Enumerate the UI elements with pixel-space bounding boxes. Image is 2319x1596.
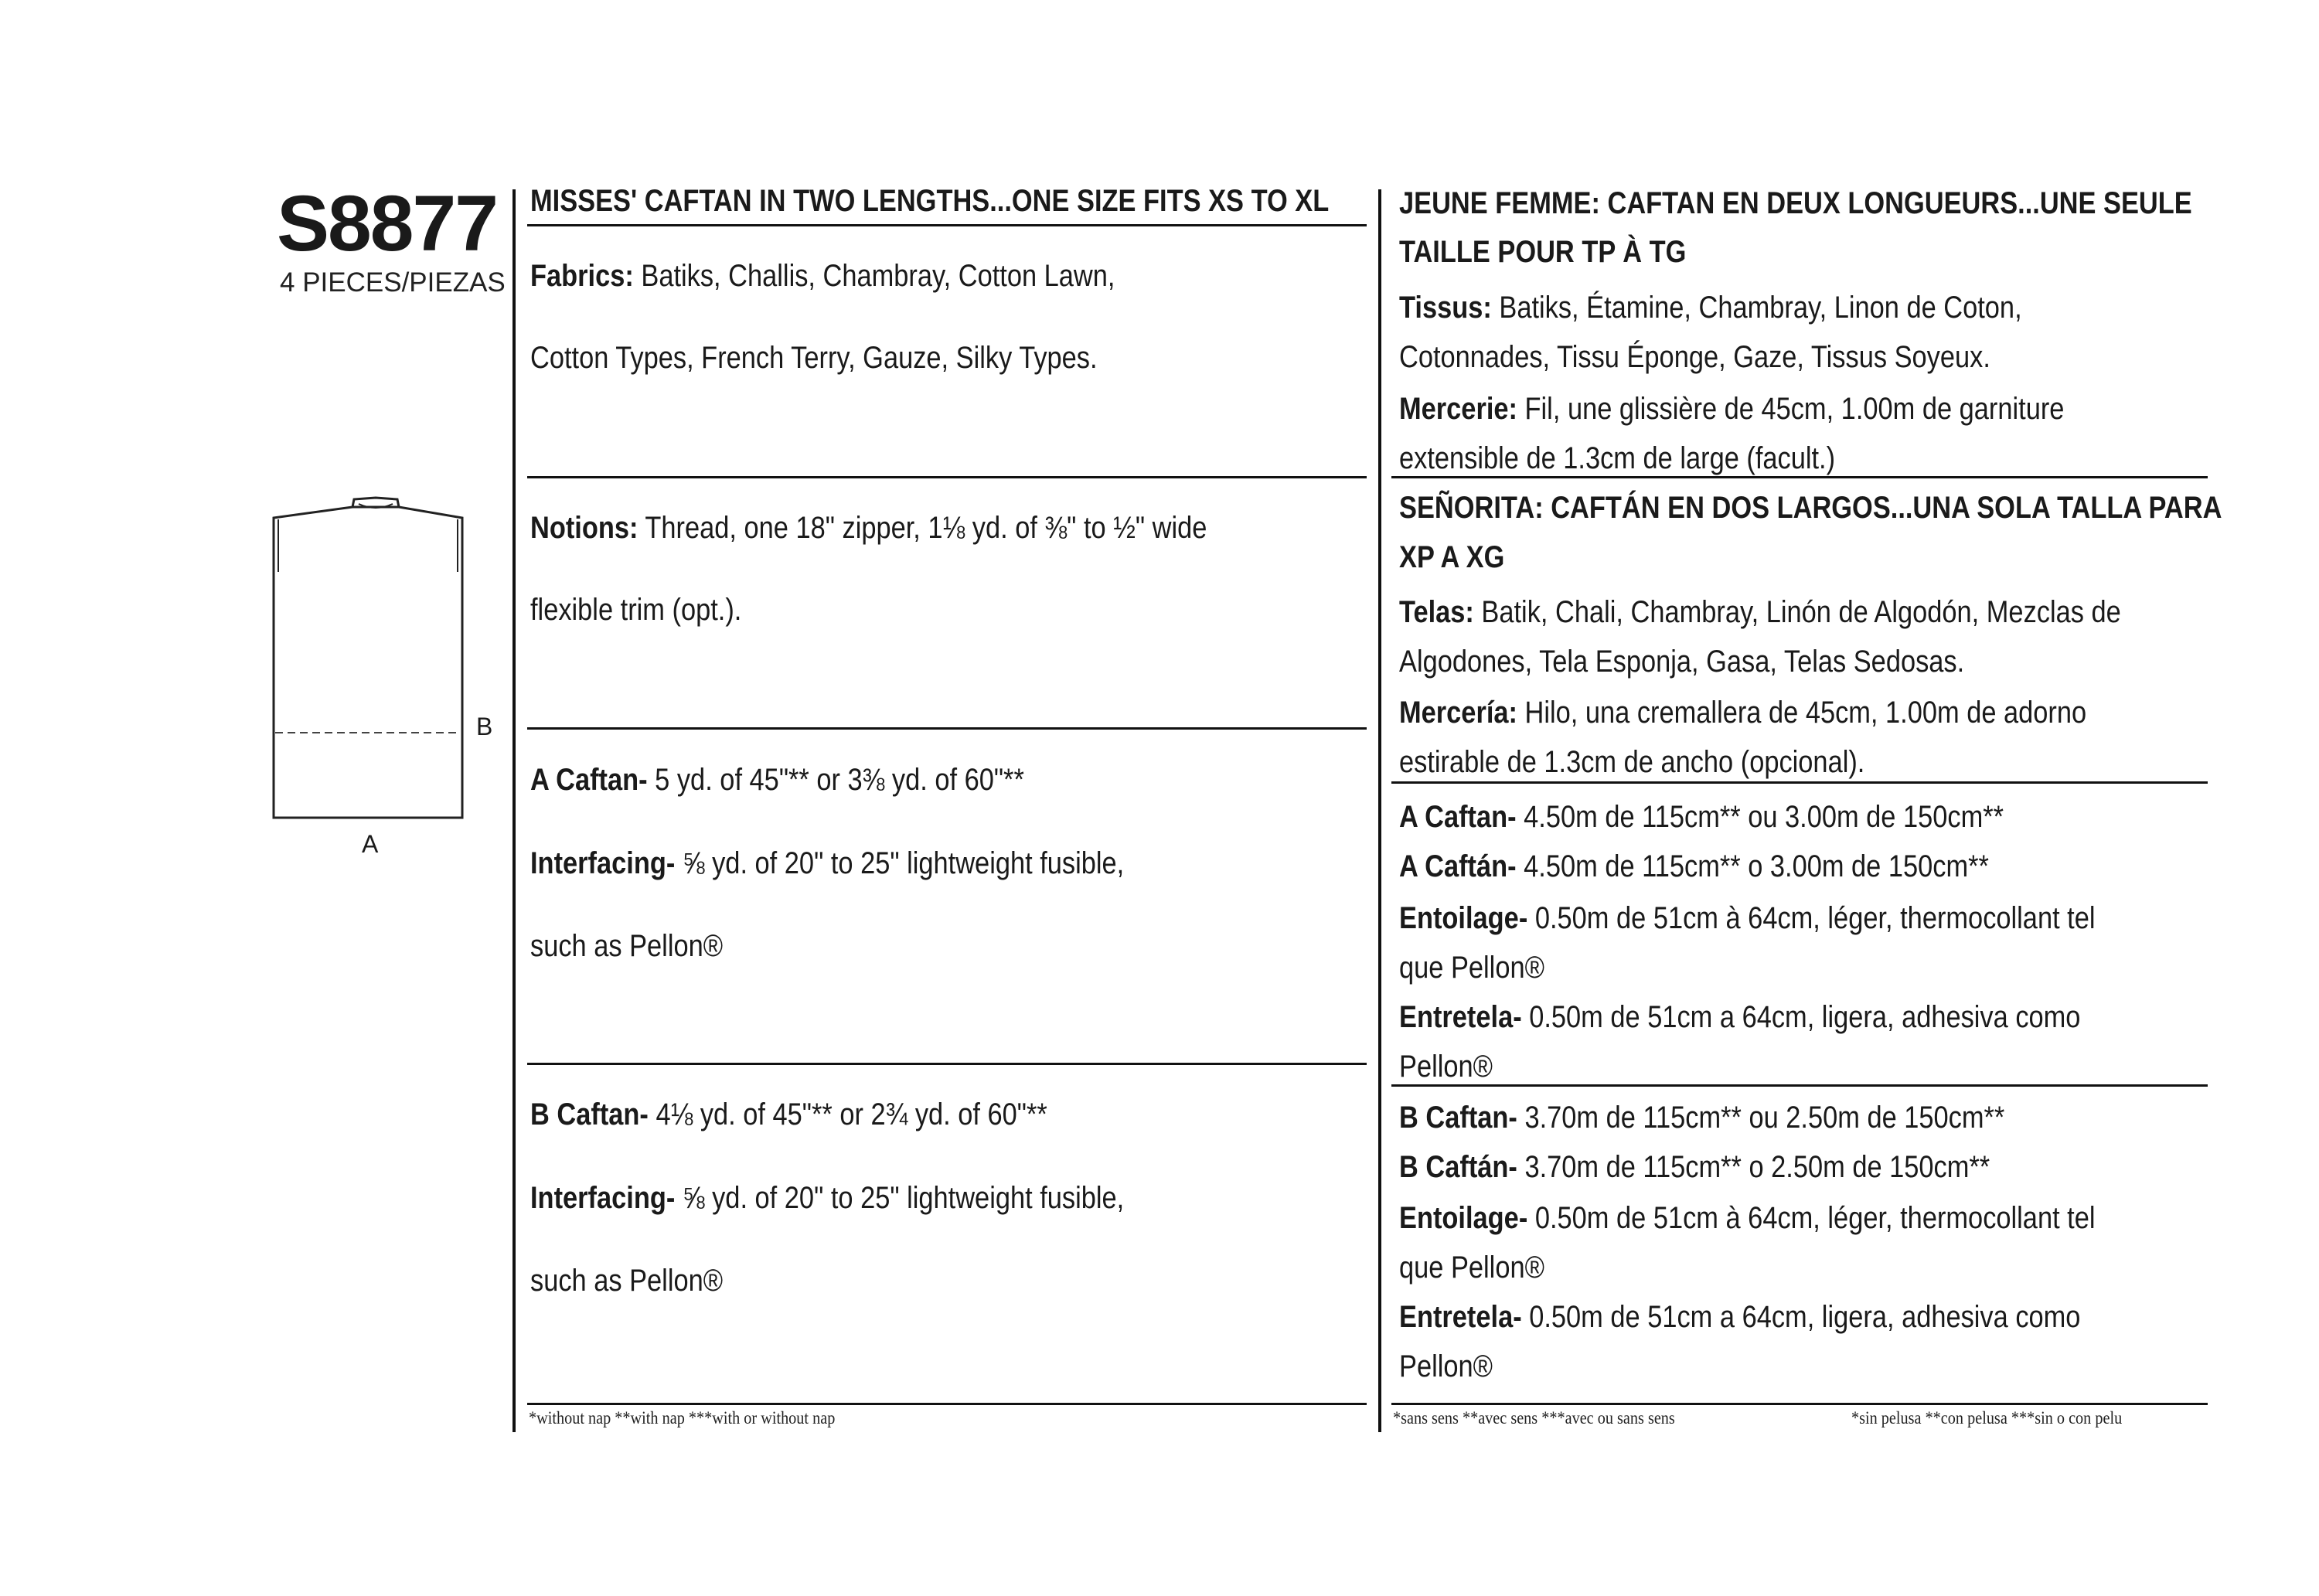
spanish-merceria-cont: estirable de 1.3cm de ancho (opcional).: [1399, 745, 1865, 779]
english-rule-3: [527, 1063, 1367, 1065]
spanish-merceria: Mercería: Hilo, una cremallera de 45cm, 1.00m de adorno: [1399, 696, 2087, 730]
spanish-rule: [1391, 781, 2208, 784]
english-fabrics-cont: Cotton Types, French Terry, Gauze, Silky Types.: [530, 341, 1098, 375]
garment-line-drawing: [263, 487, 495, 827]
french-title-line2: TAILLE POUR TP À TG: [1399, 235, 1687, 269]
piece-count: 4 PIECES/PIEZAS: [280, 267, 506, 298]
english-view-a-interfacing-cont: such as Pellon®: [530, 929, 724, 963]
english-view-a-interfacing: Interfacing- ⅝ yd. of 20" to 25" lightweight fusible,: [530, 846, 1125, 880]
yardage-b-rule: [1391, 1403, 2208, 1405]
french-view-a: A Caftan- 4.50m de 115cm** ou 3.00m de 150cm**: [1399, 800, 2004, 834]
english-view-b: B Caftan- 4⅛ yd. of 45"** or 2¾ yd. of 60"**: [530, 1097, 1047, 1131]
spanish-title-line2: XP A XG: [1399, 540, 1505, 574]
english-view-b-interfacing-cont: such as Pellon®: [530, 1264, 724, 1298]
spanish-view-a: A Caftán- 4.50m de 115cm** o 3.00m de 150cm**: [1399, 849, 1989, 883]
english-notions-cont: flexible trim (opt.).: [530, 593, 742, 627]
column-rule-left: [512, 189, 516, 1432]
french-mercerie: Mercerie: Fil, une glissière de 45cm, 1.00m de garniture: [1399, 392, 2065, 426]
view-a-label: A: [362, 830, 379, 858]
spanish-view-a-entretela: Entretela- 0.50m de 51cm a 64cm, ligera, adhesiva como: [1399, 1000, 2081, 1034]
french-view-b-entoilage: Entoilage- 0.50m de 51cm à 64cm, léger, thermocollant tel: [1399, 1201, 2096, 1235]
yardage-a-rule: [1391, 1084, 2208, 1087]
spanish-footnote: *sin pelusa **con pelusa ***sin o con pelu: [1851, 1408, 2123, 1428]
spanish-view-b-entretela-cont: Pellon®: [1399, 1349, 1493, 1383]
english-footnote: *without nap **with nap ***with or without nap: [529, 1408, 836, 1428]
french-view-b: B Caftan- 3.70m de 115cm** ou 2.50m de 150cm**: [1399, 1101, 2005, 1135]
spanish-view-a-entretela-cont: Pellon®: [1399, 1050, 1493, 1084]
english-view-a: A Caftan- 5 yd. of 45"** or 3⅜ yd. of 60"**: [530, 763, 1024, 797]
french-title-line1: JEUNE FEMME: CAFTAN EN DEUX LONGUEURS...UNE SEULE: [1399, 186, 2192, 220]
view-b-label: B: [476, 713, 493, 740]
spanish-telas: Telas: Batik, Chali, Chambray, Linón de Algodón, Mezclas de: [1399, 595, 2121, 629]
french-mercerie-cont: extensible de 1.3cm de large (facult.): [1399, 441, 1836, 475]
english-view-b-interfacing: Interfacing- ⅝ yd. of 20" to 25" lightweight fusible,: [530, 1181, 1125, 1215]
english-fabrics: Fabrics: Batiks, Challis, Chambray, Cotton Lawn,: [530, 259, 1115, 293]
spanish-telas-cont: Algodones, Tela Esponja, Gasa, Telas Sedosas.: [1399, 645, 1965, 679]
spanish-view-b-entretela: Entretela- 0.50m de 51cm a 64cm, ligera, adhesiva como: [1399, 1300, 2081, 1334]
english-rule-1: [527, 476, 1367, 478]
column-rule-right: [1378, 189, 1381, 1432]
french-view-b-entoilage-cont: que Pellon®: [1399, 1251, 1544, 1285]
french-view-a-entoilage-cont: que Pellon®: [1399, 951, 1544, 985]
spanish-view-b: B Caftán- 3.70m de 115cm** o 2.50m de 150cm**: [1399, 1150, 1990, 1184]
pattern-number: S8877: [277, 179, 497, 267]
english-title-rule: [527, 224, 1367, 226]
french-tissus-cont: Cotonnades, Tissu Éponge, Gaze, Tissus Soyeux.: [1399, 340, 1990, 374]
french-rule: [1391, 476, 2208, 478]
french-tissus: Tissus: Batiks, Étamine, Chambray, Linon de Coton,: [1399, 291, 2022, 325]
french-footnote: *sans sens **avec sens ***avec ou sans sens: [1393, 1408, 1675, 1428]
english-notions: Notions: Thread, one 18" zipper, 1⅛ yd. of ⅜" to ½" wide: [530, 511, 1207, 545]
english-title: MISSES' CAFTAN IN TWO LENGTHS...ONE SIZE FITS XS TO XL: [530, 184, 1330, 218]
spanish-title-line1: SEÑORITA: CAFTÁN EN DOS LARGOS...UNA SOLA TALLA PARA: [1399, 491, 2222, 525]
english-rule-4: [527, 1403, 1367, 1405]
french-view-a-entoilage: Entoilage- 0.50m de 51cm à 64cm, léger, thermocollant tel: [1399, 901, 2096, 935]
english-rule-2: [527, 727, 1367, 730]
